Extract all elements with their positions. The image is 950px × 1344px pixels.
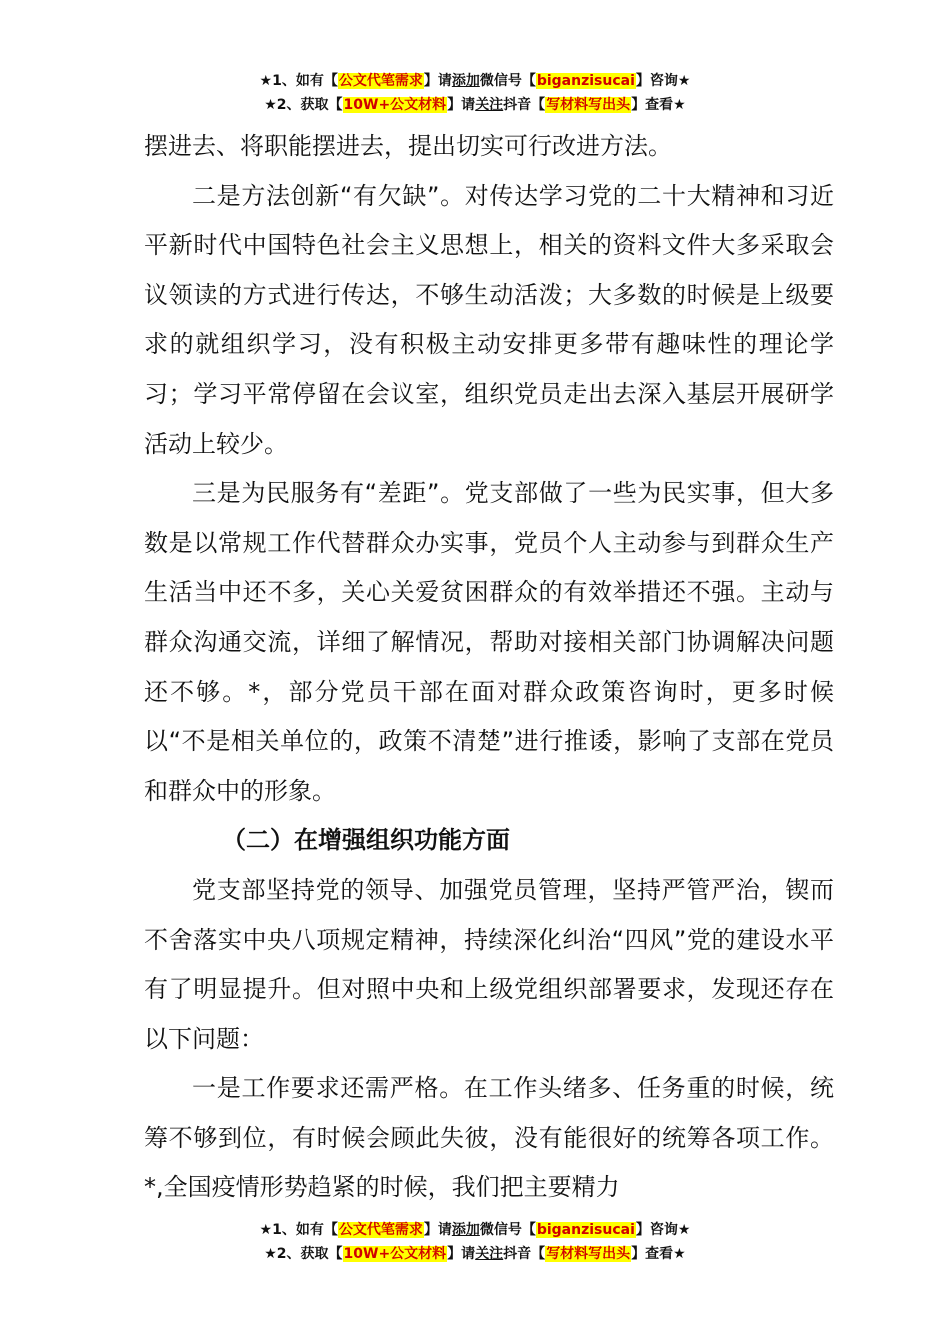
header-banner-line-1: ★1、如有【公文代笔需求】请添加微信号【biganzisucai】咨询★ <box>259 73 691 89</box>
paragraph-service-gap: 三是为民服务有“差距”。党支部做了一些为民实事，但大多数是以常规工作代替群众办实事，党员个人主动参与到群众生产生活当中还不多，关心关爱贫困群众的有效举措还不强。主动与群众沟通交流，详细了解情况，帮助对接相关部门协调解决问题还不够。*，部分党员干部在面对群众政策咨询时，更多时候以“不是相关单位的，政策不清楚”进行推诿，影响了支部在党员和群众中的形象。 <box>144 479 834 805</box>
highlight-douyin-account: 写材料写出头 <box>546 1246 631 1262</box>
highlight-service: 公文代笔需求 <box>338 1222 423 1238</box>
highlight-materials: 10W+公文材料 <box>343 1246 447 1262</box>
paragraph-organization-intro: 党支部坚持党的领导、加强党员管理，坚持严管严治，锲而不舍落实中央八项规定精神，持续深化纠治“四风”党的建设水平有了明显提升。但对照中央和上级党组织部署要求，发现还存在以下问题： <box>144 875 834 1053</box>
paragraph-work-requirements: 一是工作要求还需严格。在工作头绪多、任务重的时候，统筹不够到位，有时候会顾此失彼，没有能很好的统筹各项工作。*,全国疫情形势趋紧的时候，我们把主要精力 <box>144 1074 834 1202</box>
highlight-douyin-account: 写材料写出头 <box>546 97 631 113</box>
footer-banner-line-1: ★1、如有【公文代笔需求】请添加微信号【biganzisucai】咨询★ <box>259 1222 691 1238</box>
paragraph-continuation: 摆进去、将职能摆进去，提出切实可行改进方法。 <box>144 132 672 160</box>
section-heading: （二）在增强组织功能方面 <box>222 826 510 855</box>
document-body <box>144 122 834 1213</box>
highlight-wechat-id: biganzisucai <box>536 1222 635 1238</box>
footer-banner-line-2: ★2、获取【10W+公文材料】请关注抖音【写材料写出头】查看★ <box>264 1246 686 1262</box>
highlight-materials: 10W+公文材料 <box>343 97 447 113</box>
highlight-service: 公文代笔需求 <box>338 73 423 89</box>
paragraph-method-innovation: 二是方法创新“有欠缺”。对传达学习党的二十大精神和习近平新时代中国特色社会主义思想上，相关的资料文件大多采取会议领读的方式进行传达，不够生动活泼；大多数的时候是上级要求的就组织学习，没有积极主动安排更多带有趣味性的理论学习；学习平常停留在会议室，组织党员走出去深入基层开展研学活动上较少。 <box>144 181 834 458</box>
highlight-wechat-id: biganzisucai <box>536 73 635 89</box>
header-banner-line-2: ★2、获取【10W+公文材料】请关注抖音【写材料写出头】查看★ <box>264 97 686 113</box>
